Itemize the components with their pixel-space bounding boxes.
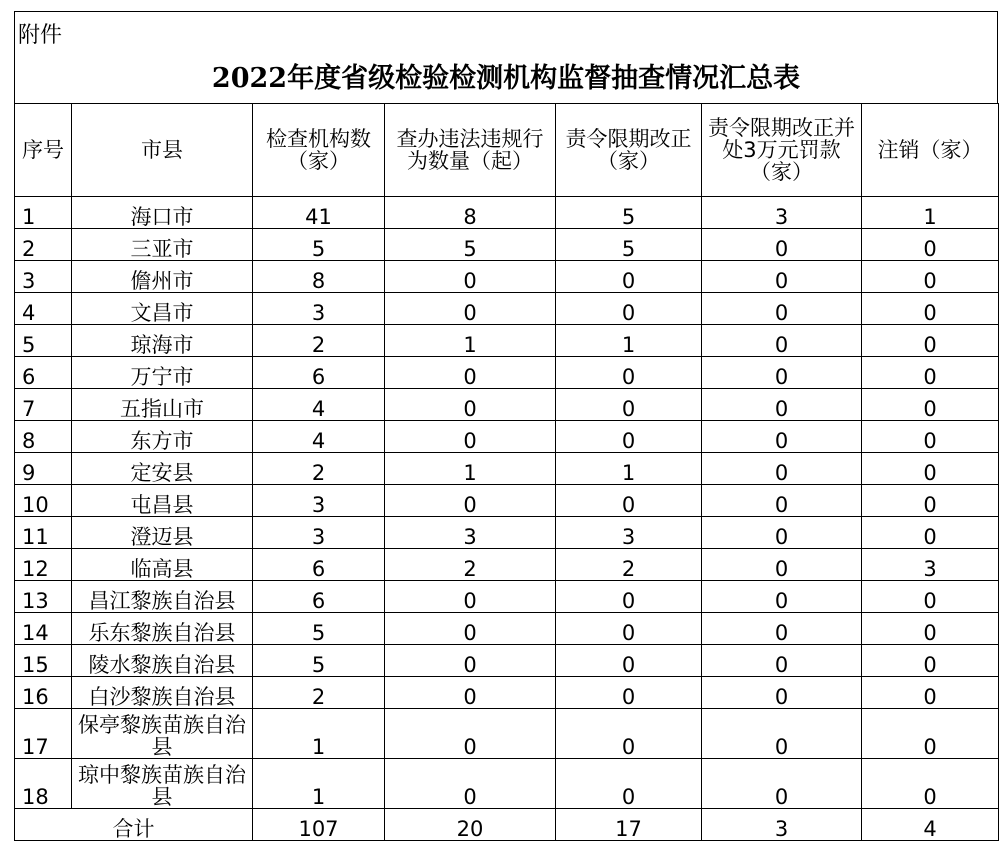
cell-rectify: 0 bbox=[556, 357, 702, 389]
table-row bbox=[15, 677, 999, 709]
total-cases: 20 bbox=[385, 809, 556, 841]
cell-cancel: 0 bbox=[862, 613, 999, 645]
cell-index: 12 bbox=[15, 549, 72, 581]
table-row bbox=[15, 581, 999, 613]
cell-index: 4 bbox=[15, 293, 72, 325]
total-orgs: 107 bbox=[253, 809, 385, 841]
cell-fine: 0 bbox=[702, 549, 862, 581]
cell-rectify: 0 bbox=[556, 759, 702, 809]
cell-cases: 0 bbox=[385, 485, 556, 517]
cell-cases: 0 bbox=[385, 293, 556, 325]
cell-orgs: 41 bbox=[253, 197, 385, 229]
cell-fine: 0 bbox=[702, 677, 862, 709]
table-row bbox=[15, 485, 999, 517]
cell-city: 定安县 bbox=[72, 453, 253, 485]
cell-cancel: 0 bbox=[862, 325, 999, 357]
cell-rectify: 3 bbox=[556, 517, 702, 549]
cell-cases: 0 bbox=[385, 613, 556, 645]
cell-orgs: 1 bbox=[253, 709, 385, 759]
inspection-summary-table bbox=[14, 103, 999, 841]
cell-orgs: 4 bbox=[253, 421, 385, 453]
cell-fine: 0 bbox=[702, 613, 862, 645]
cell-orgs: 4 bbox=[253, 389, 385, 421]
cell-index: 16 bbox=[15, 677, 72, 709]
cell-city: 陵水黎族自治县 bbox=[72, 645, 253, 677]
table-row bbox=[15, 759, 999, 809]
cell-orgs: 3 bbox=[253, 293, 385, 325]
cell-rectify: 0 bbox=[556, 709, 702, 759]
cell-orgs: 6 bbox=[253, 549, 385, 581]
table-row bbox=[15, 229, 999, 261]
cell-city: 保亭黎族苗族自治县 bbox=[72, 709, 253, 759]
cell-orgs: 2 bbox=[253, 453, 385, 485]
table-row bbox=[15, 517, 999, 549]
summary-sheet bbox=[14, 11, 998, 841]
cell-orgs: 3 bbox=[253, 517, 385, 549]
cell-cases: 3 bbox=[385, 517, 556, 549]
table-row bbox=[15, 357, 999, 389]
cell-cancel: 0 bbox=[862, 389, 999, 421]
cell-fine: 3 bbox=[702, 197, 862, 229]
table-row bbox=[15, 549, 999, 581]
table-row bbox=[15, 261, 999, 293]
cell-cancel: 0 bbox=[862, 421, 999, 453]
table-row bbox=[15, 709, 999, 759]
cell-cancel: 0 bbox=[862, 581, 999, 613]
cell-orgs: 5 bbox=[253, 613, 385, 645]
col-header-city: 市县 bbox=[72, 104, 253, 197]
cell-rectify: 2 bbox=[556, 549, 702, 581]
cell-fine: 0 bbox=[702, 485, 862, 517]
cell-cases: 1 bbox=[385, 325, 556, 357]
table-row bbox=[15, 453, 999, 485]
cell-fine: 0 bbox=[702, 581, 862, 613]
cell-index: 7 bbox=[15, 389, 72, 421]
cell-city: 乐东黎族自治县 bbox=[72, 613, 253, 645]
total-cancel: 4 bbox=[862, 809, 999, 841]
cell-index: 8 bbox=[15, 421, 72, 453]
cell-orgs: 5 bbox=[253, 645, 385, 677]
cell-city: 白沙黎族自治县 bbox=[72, 677, 253, 709]
table-body bbox=[15, 197, 999, 809]
table-row bbox=[15, 613, 999, 645]
col-header-fine: 责令限期改正并处3万元罚款（家） bbox=[702, 104, 862, 197]
page-title: 2022年度省级检验检测机构监督抽查情况汇总表 bbox=[211, 63, 801, 94]
cell-rectify: 0 bbox=[556, 293, 702, 325]
cell-cancel: 0 bbox=[862, 229, 999, 261]
cell-rectify: 0 bbox=[556, 261, 702, 293]
cell-index: 17 bbox=[15, 709, 72, 759]
cell-index: 13 bbox=[15, 581, 72, 613]
cell-rectify: 0 bbox=[556, 581, 702, 613]
cell-index: 6 bbox=[15, 357, 72, 389]
cell-city: 五指山市 bbox=[72, 389, 253, 421]
cell-city: 文昌市 bbox=[72, 293, 253, 325]
cell-city: 琼中黎族苗族自治县 bbox=[72, 759, 253, 809]
cell-cancel: 0 bbox=[862, 453, 999, 485]
cell-city: 琼海市 bbox=[72, 325, 253, 357]
cell-rectify: 0 bbox=[556, 677, 702, 709]
table-row bbox=[15, 389, 999, 421]
cell-index: 9 bbox=[15, 453, 72, 485]
cell-cases: 0 bbox=[385, 709, 556, 759]
cell-index: 14 bbox=[15, 613, 72, 645]
cell-city: 三亚市 bbox=[72, 229, 253, 261]
cell-rectify: 5 bbox=[556, 229, 702, 261]
cell-fine: 0 bbox=[702, 293, 862, 325]
cell-cases: 0 bbox=[385, 759, 556, 809]
cell-index: 3 bbox=[15, 261, 72, 293]
total-fine: 3 bbox=[702, 809, 862, 841]
cell-rectify: 1 bbox=[556, 325, 702, 357]
cell-city: 昌江黎族自治县 bbox=[72, 581, 253, 613]
cell-cases: 1 bbox=[385, 453, 556, 485]
cell-orgs: 2 bbox=[253, 325, 385, 357]
cell-city: 澄迈县 bbox=[72, 517, 253, 549]
cell-cases: 0 bbox=[385, 389, 556, 421]
total-rectify: 17 bbox=[556, 809, 702, 841]
table-row bbox=[15, 645, 999, 677]
cell-rectify: 0 bbox=[556, 485, 702, 517]
col-header-rectify: 责令限期改正（家） bbox=[556, 104, 702, 197]
cell-cancel: 0 bbox=[862, 485, 999, 517]
cell-city: 海口市 bbox=[72, 197, 253, 229]
cell-city: 东方市 bbox=[72, 421, 253, 453]
cell-cancel: 0 bbox=[862, 709, 999, 759]
cell-cancel: 0 bbox=[862, 645, 999, 677]
cell-fine: 0 bbox=[702, 453, 862, 485]
cell-rectify: 0 bbox=[556, 613, 702, 645]
sheet-header bbox=[14, 11, 998, 103]
cell-index: 5 bbox=[15, 325, 72, 357]
cell-orgs: 1 bbox=[253, 759, 385, 809]
cell-index: 15 bbox=[15, 645, 72, 677]
cell-orgs: 5 bbox=[253, 229, 385, 261]
cell-fine: 0 bbox=[702, 709, 862, 759]
header-row bbox=[15, 104, 999, 197]
cell-index: 18 bbox=[15, 759, 72, 809]
cell-cancel: 0 bbox=[862, 261, 999, 293]
cell-index: 2 bbox=[15, 229, 72, 261]
cell-orgs: 8 bbox=[253, 261, 385, 293]
cell-fine: 0 bbox=[702, 389, 862, 421]
total-label: 合计 bbox=[15, 809, 253, 841]
cell-cancel: 3 bbox=[862, 549, 999, 581]
cell-cases: 0 bbox=[385, 645, 556, 677]
cell-rectify: 5 bbox=[556, 197, 702, 229]
cell-orgs: 6 bbox=[253, 581, 385, 613]
table-row bbox=[15, 325, 999, 357]
cell-index: 1 bbox=[15, 197, 72, 229]
cell-fine: 0 bbox=[702, 645, 862, 677]
cell-fine: 0 bbox=[702, 517, 862, 549]
cell-cases: 8 bbox=[385, 197, 556, 229]
cell-fine: 0 bbox=[702, 357, 862, 389]
table-row bbox=[15, 421, 999, 453]
cell-cancel: 0 bbox=[862, 759, 999, 809]
cell-cases: 2 bbox=[385, 549, 556, 581]
cell-fine: 0 bbox=[702, 325, 862, 357]
cell-fine: 0 bbox=[702, 759, 862, 809]
cell-cancel: 1 bbox=[862, 197, 999, 229]
col-header-cancel: 注销（家） bbox=[862, 104, 999, 197]
cell-cases: 0 bbox=[385, 421, 556, 453]
cell-fine: 0 bbox=[702, 261, 862, 293]
cell-index: 11 bbox=[15, 517, 72, 549]
cell-orgs: 6 bbox=[253, 357, 385, 389]
cell-fine: 0 bbox=[702, 229, 862, 261]
attachment-label: 附件 bbox=[18, 23, 63, 48]
cell-city: 万宁市 bbox=[72, 357, 253, 389]
cell-cases: 0 bbox=[385, 261, 556, 293]
cell-cancel: 0 bbox=[862, 357, 999, 389]
cell-rectify: 0 bbox=[556, 421, 702, 453]
cell-cases: 0 bbox=[385, 677, 556, 709]
cell-fine: 0 bbox=[702, 421, 862, 453]
total-row bbox=[15, 809, 999, 841]
col-header-orgs: 检查机构数（家） bbox=[253, 104, 385, 197]
cell-index: 10 bbox=[15, 485, 72, 517]
col-header-index: 序号 bbox=[15, 104, 72, 197]
table-row bbox=[15, 197, 999, 229]
cell-city: 屯昌县 bbox=[72, 485, 253, 517]
cell-cases: 0 bbox=[385, 357, 556, 389]
cell-city: 儋州市 bbox=[72, 261, 253, 293]
col-header-cases: 查办违法违规行为数量（起） bbox=[385, 104, 556, 197]
cell-rectify: 0 bbox=[556, 389, 702, 421]
cell-cancel: 0 bbox=[862, 517, 999, 549]
cell-cases: 5 bbox=[385, 229, 556, 261]
cell-rectify: 0 bbox=[556, 645, 702, 677]
cell-orgs: 2 bbox=[253, 677, 385, 709]
table-row bbox=[15, 293, 999, 325]
cell-city: 临高县 bbox=[72, 549, 253, 581]
cell-orgs: 3 bbox=[253, 485, 385, 517]
cell-cases: 0 bbox=[385, 581, 556, 613]
cell-cancel: 0 bbox=[862, 293, 999, 325]
cell-cancel: 0 bbox=[862, 677, 999, 709]
cell-rectify: 1 bbox=[556, 453, 702, 485]
